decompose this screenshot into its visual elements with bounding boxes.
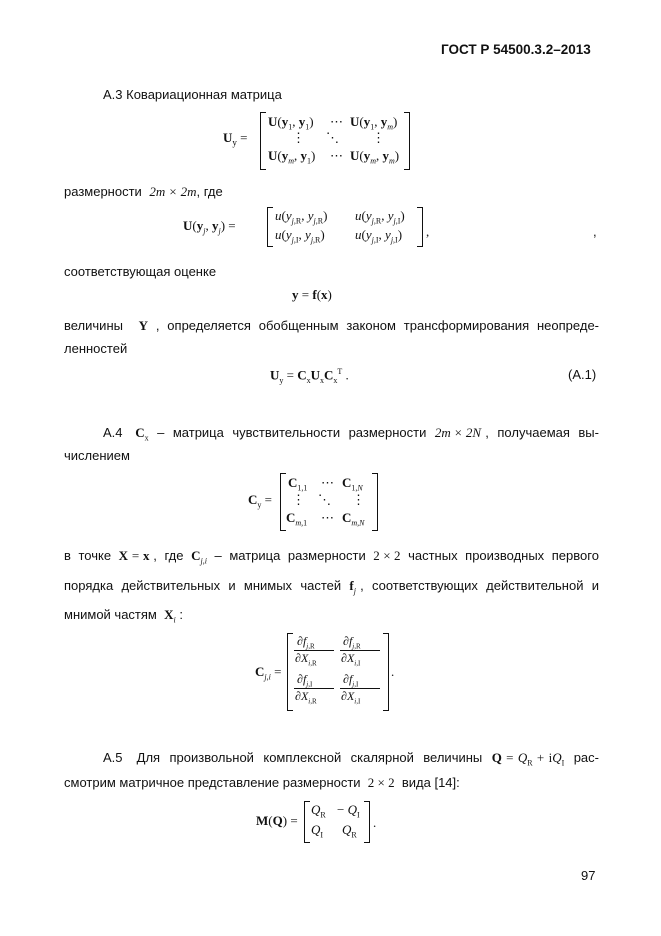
dimension-text: размерности 2m × 2m, где bbox=[64, 184, 223, 199]
section-a5-line2: смотрим матричное представление размерности 2 × 2 вида [14]: bbox=[64, 775, 460, 790]
section-a4-line4: порядка действительных и мнимых частей $f_j$ , соответствующих действительной и bbox=[64, 578, 599, 596]
estimate-equation: y = f(x) bbox=[292, 287, 332, 302]
equation-a1: $U_y = C_xU_xC_x^T$ . bbox=[270, 367, 349, 385]
section-a3-heading: А.3 Ковариационная матрица bbox=[103, 87, 282, 102]
estimate-text: соответствующая оценке bbox=[64, 264, 217, 279]
section-a4-line3: в точке X = x , где $C_{j,i}$ – матрица размерности 2 × 2 частных производных первого bbox=[64, 548, 599, 566]
section-a5-line1: А.5 Для произвольной комплексной скалярной величины $Q = Q_R + iQ_I$ рас- bbox=[103, 750, 599, 768]
section-a4-line2: числением bbox=[64, 448, 130, 463]
partial-derivative-matrix: $C_{j,i}$ = $\partial f_{j,R}$ $\partial X_{i,R}$ $\partial f_{j,R}$ $\partial X_{i,I}$ $\partial f_{j,I}$ $\partial X_{i,R}$ $\partial f_{j,I}$ $\partial X_{i,I}$ . bbox=[255, 631, 395, 711]
section-a4-line1: А.4 $C_x$ – матрица чувствительности размерности 2m × 2N , получаемая вы- bbox=[103, 425, 599, 443]
equation-label-a1: (А.1) bbox=[568, 367, 597, 382]
quantity-paragraph-line2: ленностей bbox=[64, 341, 128, 356]
matrix-representation-equation: M(Q) = $Q_R$ − $Q_I$ $Q_I$ $Q_R$ . bbox=[256, 799, 386, 843]
covariance-matrix-equation: $U_y$ = $U(y_1$, $y_1$) ⋯ $U(y_1$, $y_m$) ⋮ ⋱ ⋮ $U(y_m$, $y_1$) ⋯ $U(y_m$, $y_m$) bbox=[220, 108, 420, 170]
page-number: 97 bbox=[581, 868, 596, 883]
block-matrix-equation: $U(y_j$, $y_j$) = $u(y_{j,R}$, $y_{j,R}$) $u(y_{j,R}$, $y_{j,I}$) $u(y_{j,I}$, $y_{j,R}$) $u(y_{j,I}$, $y_{j,I}$) , bbox=[181, 206, 441, 248]
document-code: ГОСТ Р 54500.3.2–2013 bbox=[441, 42, 591, 57]
trailing-comma: , bbox=[593, 224, 597, 239]
sensitivity-matrix-equation: $C_y$ = $C_{1,1}$ ⋯ $C_{1,N}$ ⋮ ⋱ ⋮ $C_{m,1}$ ⋯ $C_{m,N}$ bbox=[238, 470, 388, 532]
quantity-paragraph-line1: величины Y , определяется обобщенным законом трансформирования неопреде- bbox=[64, 318, 599, 333]
section-a4-line5: мнимой частям $X_i$ : bbox=[64, 607, 183, 625]
